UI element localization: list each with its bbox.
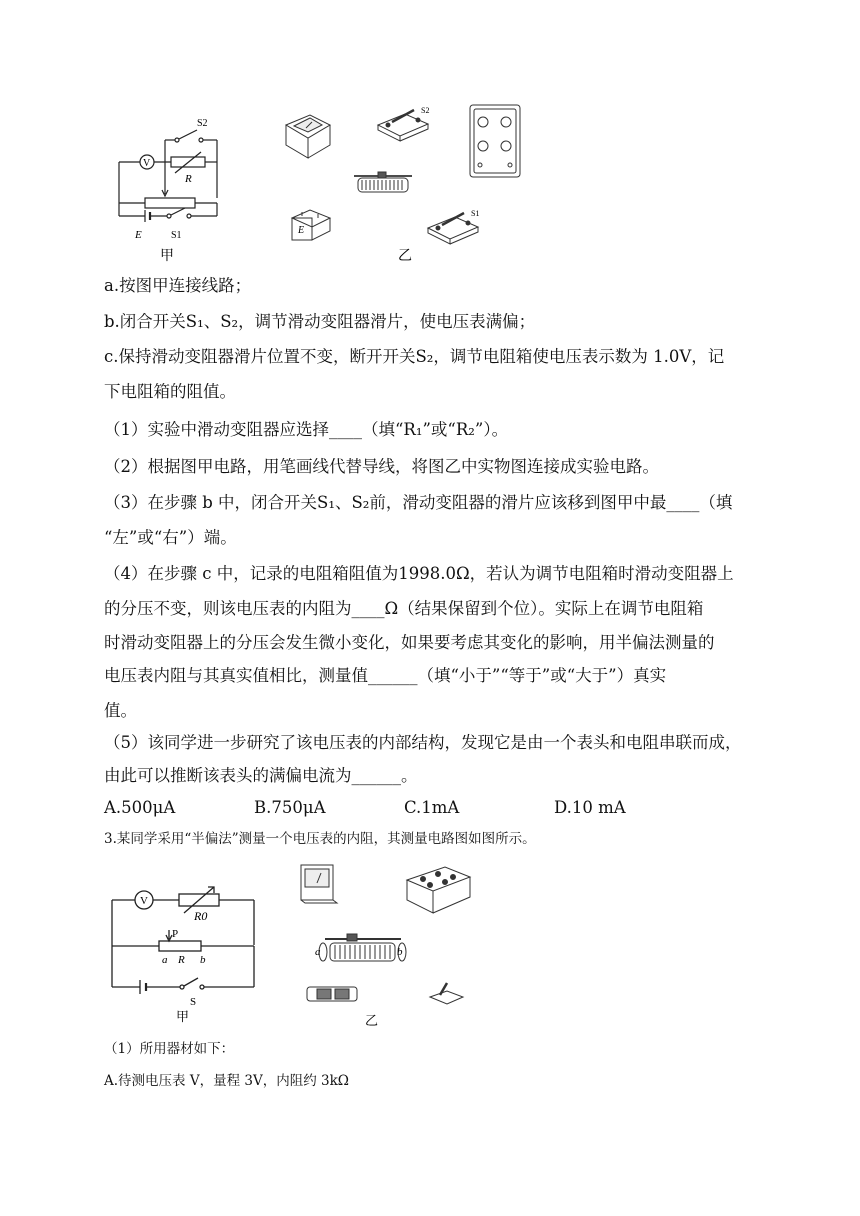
obj-e-label: E [298, 225, 305, 236]
p3-obj-b-label: b [397, 946, 403, 958]
p3-a-label: a [162, 954, 168, 966]
option-c: C.1mA [404, 798, 460, 817]
question-4-line2: 的分压不变，则该电压表的内阻为____Ω（结果保留到个位）。实际上在调节电阻箱 [104, 599, 704, 618]
materials-title: （1）所用器材如下： [104, 1041, 235, 1057]
problem3-objects-picture [295, 855, 485, 1030]
p3-s-label: S [190, 996, 197, 1008]
question-3-line1: （3）在步骤 b 中，闭合开关S₁、S₂前，滑动变阻器的滑片应该移到图甲中最____（填 [104, 493, 733, 512]
step-a: a.按图甲连接线路； [104, 276, 252, 295]
option-a: A.500μA [104, 798, 176, 817]
p3-r0-label: R0 [194, 909, 208, 923]
question-2: （2）根据图甲电路，用笔画线代替导线，将图乙中实物图连接成实验电路。 [104, 457, 659, 476]
question-4-line5: 值。 [104, 701, 137, 720]
figure1-e-label: E [135, 229, 142, 241]
option-b: B.750μA [254, 798, 326, 817]
p3-obj-a-label: a [315, 946, 321, 958]
p3-b-label: b [200, 954, 206, 966]
question-4-line1: （4）在步骤 c 中，记录的电阻箱阻值为1998.0Ω，若认为调节电阻箱时滑动变阻器上 [104, 564, 734, 583]
question-5-line1: （5）该同学进一步研究了该电压表的内部结构，发现它是由一个表头和电阻串联而成， [104, 733, 742, 752]
question-4-line3: 时滑动变阻器上的分压会发生微小变化，如果要考虑其变化的影响，用半偏法测量的 [104, 633, 715, 652]
p3-voltmeter-object-icon [301, 865, 337, 903]
figure1-s2-label: S2 [197, 118, 208, 129]
problem3-caption-left: 甲 [176, 1009, 190, 1024]
step-c-line1: c.保持滑动变阻器滑片位置不变，断开开关S₂，调节电阻箱使电压表示数为 1.0V，记 [104, 347, 725, 366]
question-1: （1）实验中滑动变阻器应选择____（填“R₁”或“R₂”）。 [104, 420, 509, 439]
p3-battery-object-icon [307, 987, 357, 1001]
p3-r-label: R [178, 954, 185, 966]
p3-switch-object-icon [430, 983, 463, 1004]
p3-resistance-box-icon [407, 867, 470, 913]
figure1-caption-left: 甲 [160, 249, 174, 264]
figure1-voltmeter-label: V [143, 158, 151, 169]
question-4-line4: 电压表内阻与其真实值相比，测量值______（填“小于”“等于”或“大于”）真实 [104, 666, 667, 685]
obj-s2-label: S2 [421, 106, 430, 115]
problem3-circuit-diagram [104, 875, 264, 1025]
resistance-box-icon [470, 105, 520, 177]
figure1-objects-picture [280, 100, 530, 265]
figure1-caption-right: 乙 [398, 249, 412, 264]
obj-s1-label: S1 [471, 209, 480, 218]
step-c-line2: 下电阻箱的阻值。 [104, 382, 236, 401]
figure1-s1-label: S1 [171, 230, 182, 241]
figure1-r-label: R [185, 173, 192, 185]
figure1-circuit-diagram [105, 110, 245, 265]
p3-voltmeter-label: V [140, 895, 148, 907]
question-5-line2: 由此可以推断该表头的满偏电流为______。 [104, 766, 418, 785]
problem3-intro: 3.某同学采用“半偏法”测量一个电压表的内阻，其测量电路图如图所示。 [104, 831, 536, 847]
material-item-a: A.待测电压表 V，量程 3V，内阻约 3kΩ [104, 1073, 349, 1089]
problem3-caption-right: 乙 [365, 1013, 379, 1028]
p3-rheostat-object-icon [319, 934, 406, 961]
p3-p-label: P [172, 928, 179, 940]
question-3-line2: “左”或“右”）端。 [104, 528, 237, 547]
option-d: D.10 mA [554, 798, 626, 817]
rheostat-object-icon [354, 172, 412, 192]
voltmeter-object-icon [286, 115, 330, 158]
step-b: b.闭合开关S₁、S₂，调节滑动变阻器滑片，使电压表满偏； [104, 312, 536, 331]
